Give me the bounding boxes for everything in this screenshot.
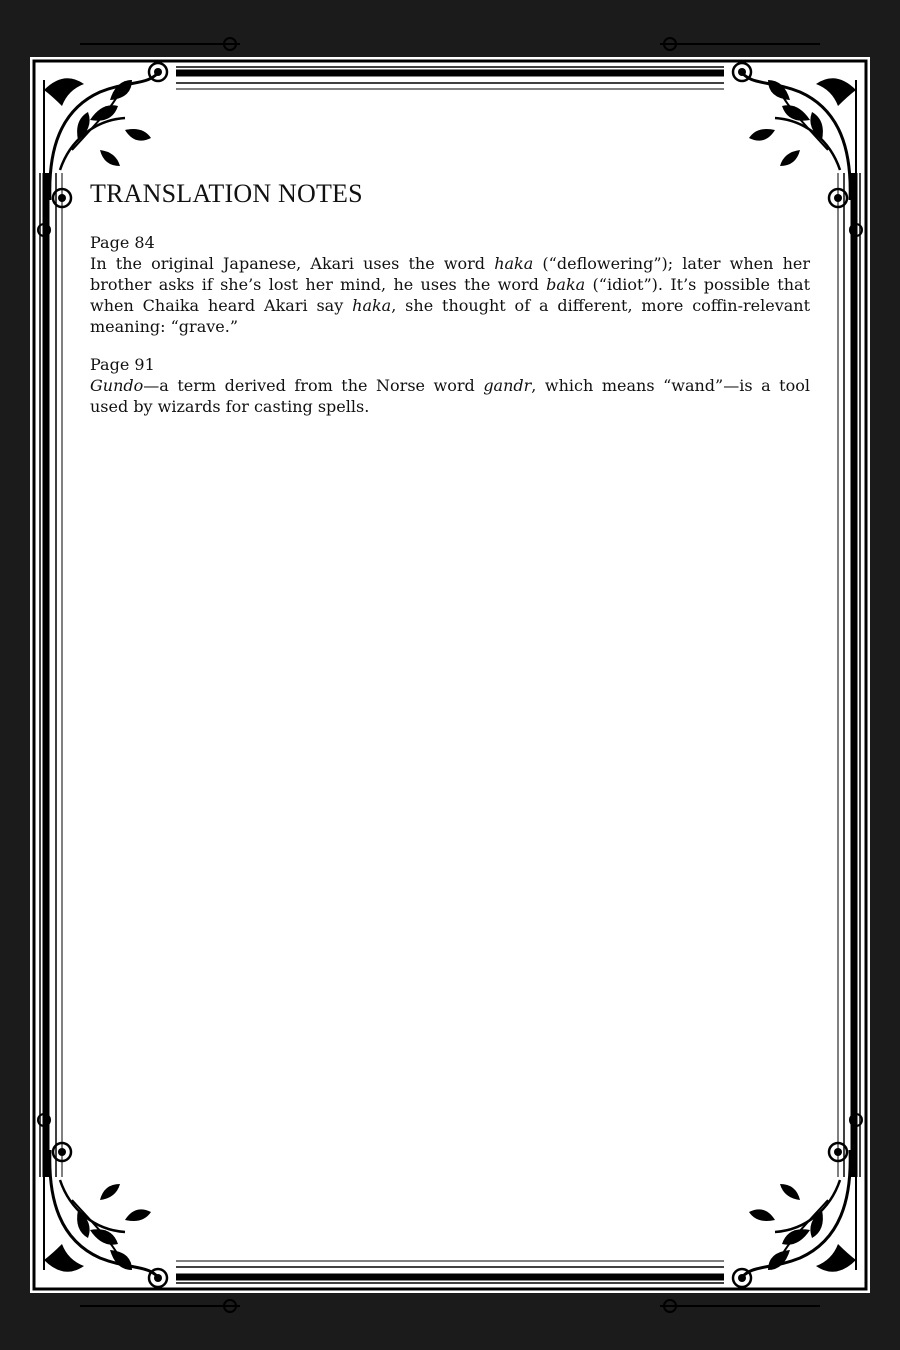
note-text: , which means “wand”—is a tool used by wizards for casting spells. xyxy=(90,376,810,416)
note-body xyxy=(90,253,810,337)
note-body xyxy=(90,375,810,417)
note-text: In the original Japanese, Akari uses the word xyxy=(90,254,495,273)
page-title: TRANSLATION NOTES xyxy=(90,179,363,208)
note-italic-term: Gundo xyxy=(90,376,144,395)
note-text: (“idiot”). It’s possible that when Chaika heard Akari say xyxy=(90,275,810,315)
notes-content xyxy=(90,178,810,434)
note-italic-term: baka xyxy=(546,275,586,294)
note-text: (“deflowering”); later when her brother asks if she’s lost her mind, he uses the word xyxy=(90,254,811,294)
note-page-label: Page 91 xyxy=(90,355,155,374)
note-italic-term: gandr xyxy=(483,376,532,395)
note-italic-term: haka xyxy=(494,254,534,273)
note-italic-term: haka xyxy=(352,296,392,315)
note-page-84 xyxy=(90,232,810,337)
note-page-91 xyxy=(90,354,810,417)
note-page-label: Page 84 xyxy=(90,233,155,252)
note-text: , she thought of a different, more coffin-relevant meaning: “grave.” xyxy=(90,296,811,336)
note-text: —a term derived from the Norse word xyxy=(143,376,484,395)
